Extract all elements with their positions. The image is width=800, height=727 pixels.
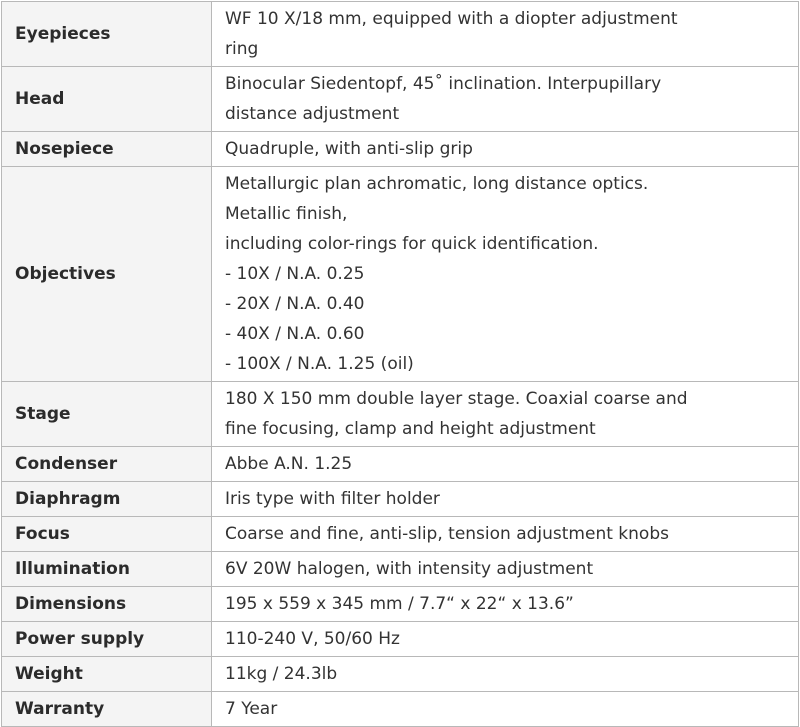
spec-value-line: ring bbox=[225, 39, 259, 59]
spec-row bbox=[2, 67, 799, 132]
specifications-body bbox=[2, 2, 799, 727]
specifications-table bbox=[1, 1, 799, 727]
spec-value-line: - 20X / N.A. 0.40 bbox=[225, 294, 365, 314]
spec-value-line: fine focusing, clamp and height adjustment bbox=[225, 419, 596, 439]
spec-label: Head bbox=[2, 67, 212, 132]
spec-row bbox=[2, 447, 799, 482]
spec-value bbox=[212, 622, 799, 657]
spec-value bbox=[212, 447, 799, 482]
spec-value bbox=[212, 132, 799, 167]
spec-label: Weight bbox=[2, 657, 212, 692]
spec-value-line: Coarse and fine, anti-slip, tension adjustment knobs bbox=[225, 524, 669, 544]
spec-label: Stage bbox=[2, 382, 212, 447]
spec-value-line: 7 Year bbox=[225, 699, 278, 719]
spec-value bbox=[212, 692, 799, 727]
spec-value-line: Iris type with filter holder bbox=[225, 489, 440, 509]
spec-row bbox=[2, 552, 799, 587]
spec-label: Objectives bbox=[2, 167, 212, 382]
spec-row bbox=[2, 132, 799, 167]
spec-value-line: 11kg / 24.3lb bbox=[225, 664, 338, 684]
spec-row bbox=[2, 167, 799, 382]
spec-value-line: 6V 20W halogen, with intensity adjustment bbox=[225, 559, 594, 579]
spec-label: Illumination bbox=[2, 552, 212, 587]
spec-value-line: 180 X 150 mm double layer stage. Coaxial coarse and bbox=[225, 389, 688, 409]
spec-label: Power supply bbox=[2, 622, 212, 657]
spec-label: Nosepiece bbox=[2, 132, 212, 167]
spec-row bbox=[2, 517, 799, 552]
spec-value-line: Metallic finish, bbox=[225, 204, 348, 224]
spec-label: Focus bbox=[2, 517, 212, 552]
spec-value bbox=[212, 482, 799, 517]
spec-value-line: - 40X / N.A. 0.60 bbox=[225, 324, 365, 344]
spec-value bbox=[212, 382, 799, 447]
spec-value-line: including color-rings for quick identification. bbox=[225, 234, 599, 254]
spec-value-line: distance adjustment bbox=[225, 104, 400, 124]
spec-label: Warranty bbox=[2, 692, 212, 727]
spec-value-line: - 10X / N.A. 0.25 bbox=[225, 264, 365, 284]
spec-value bbox=[212, 67, 799, 132]
spec-value-line: - 100X / N.A. 1.25 (oil) bbox=[225, 354, 414, 374]
spec-row bbox=[2, 2, 799, 67]
spec-value bbox=[212, 167, 799, 382]
spec-label: Dimensions bbox=[2, 587, 212, 622]
spec-value bbox=[212, 657, 799, 692]
spec-row bbox=[2, 587, 799, 622]
spec-value-line: Quadruple, with anti-slip grip bbox=[225, 139, 473, 159]
spec-row bbox=[2, 692, 799, 727]
spec-label: Diaphragm bbox=[2, 482, 212, 517]
spec-value bbox=[212, 552, 799, 587]
spec-value-line: Abbe A.N. 1.25 bbox=[225, 454, 353, 474]
spec-value-line: 195 x 559 x 345 mm / 7.7“ x 22“ x 13.6” bbox=[225, 594, 574, 614]
spec-value-line: Metallurgic plan achromatic, long distance optics. bbox=[225, 174, 649, 194]
spec-value-line: 110-240 V, 50/60 Hz bbox=[225, 629, 400, 649]
spec-label: Condenser bbox=[2, 447, 212, 482]
spec-value-line: WF 10 X/18 mm, equipped with a diopter adjustment bbox=[225, 9, 678, 29]
spec-value bbox=[212, 517, 799, 552]
spec-value bbox=[212, 587, 799, 622]
spec-label: Eyepieces bbox=[2, 2, 212, 67]
spec-value-line: Binocular Siedentopf, 45˚ inclination. Interpupillary bbox=[225, 74, 662, 94]
spec-row bbox=[2, 657, 799, 692]
spec-row bbox=[2, 622, 799, 657]
spec-row bbox=[2, 382, 799, 447]
spec-value bbox=[212, 2, 799, 67]
spec-row bbox=[2, 482, 799, 517]
